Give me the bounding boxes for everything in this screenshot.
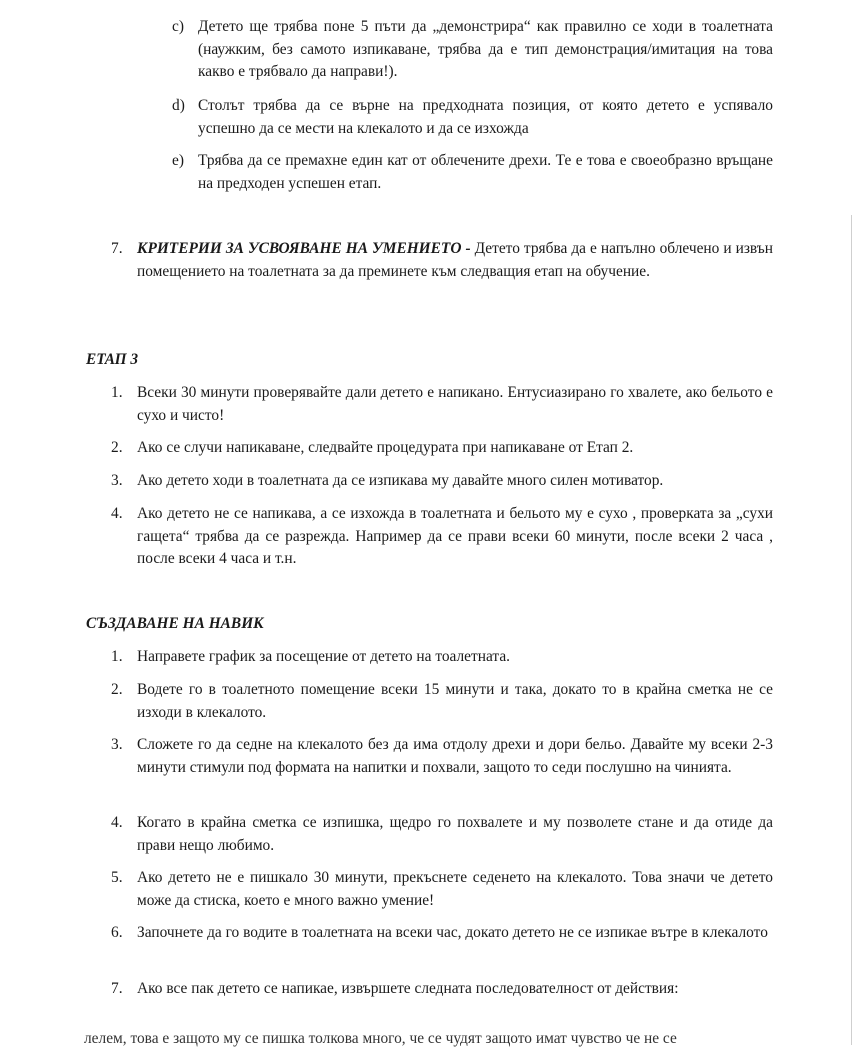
section-heading-habit: СЪЗДАВАНЕ НА НАВИК: [86, 615, 264, 632]
item-text: Когато в крайна сметка се изпишка, щедро го похвалете и му позволете стане и да отиде да прави нещо любимо.: [137, 814, 773, 854]
criteria-body: Детето трябва да е напълно облечено и извън помещението на тоалетната за да преминете към следващия етап на обучение.: [137, 240, 774, 280]
item-text: Всеки 30 минути проверявайте дали детето е напикано. Ентусиазирано го хвалете, ако бельото е сухо и чисто!: [137, 384, 773, 424]
item-number: 3.: [111, 472, 123, 489]
item-text: Столът трябва да се върне на предходната позиция, от която детето е успявало успешно да се мести на клекалото и да се изхожда: [198, 97, 773, 137]
criteria-text: [137, 238, 773, 283]
item-label: e): [172, 152, 184, 169]
item-text: Водете го в тоалетното помещение всеки 15 минути и така, докато то в крайна сметка не се изходи в клекалото.: [137, 681, 773, 721]
item-text: Ако все пак детето се напикае, извършете следната последователност от действия:: [137, 980, 679, 997]
item-text: Ако детето ходи в тоалетната да се изпикава му давайте много силен мотиватор.: [137, 472, 664, 489]
item-label: c): [172, 18, 184, 35]
item-text: Направете график за посещение от детето на тоалетната.: [137, 648, 510, 665]
item-text: Ако детето не е пишкало 30 минути, прекъснете седенето на клекалото. Това значи че детето може да стиска, което е много важно умение!: [137, 869, 773, 909]
item-number: 2.: [111, 439, 123, 456]
item-number: 4.: [111, 505, 123, 522]
item-number: 7.: [111, 240, 123, 257]
page-edge-line: [851, 215, 852, 1045]
item-text: Ако се случи напикаване, следвайте процедурата при напикаване от Етап 2.: [137, 439, 634, 456]
item-number: 2.: [111, 681, 123, 698]
item-number: 3.: [111, 736, 123, 753]
item-text: Сложете го да седне на клекалото без да има отдолу дрехи и дори бельо. Давайте му всеки 2-3 минути стимули под формата на напитки и похвали, защото то седи послушно на чинията.: [137, 736, 773, 776]
item-number: 1.: [111, 648, 123, 665]
item-text: Започнете да го водите в тоалетната на всеки час, докато детето не се изпикае вътре в клекалото: [137, 924, 768, 941]
section-heading-stage3: ЕТАП 3: [86, 351, 139, 368]
item-text: Ако детето не се напикава, а се изхожда в тоалетната и бельото му е сухо , проверката за „сухи гащета“ трябва да се разрежда. Например да се прави всеки 60 минути, после всеки 2 часа , после всеки 4 часа и т.н.: [137, 505, 773, 567]
item-label: d): [172, 97, 185, 114]
item-number: 6.: [111, 924, 123, 941]
item-text: Детето ще трябва поне 5 пъти да „демонстрира“ как правилно се ходи в тоалетната (наужким, без самото изпикаване, трябва да е тип демонстрация/имитация на това какво е трябвало да направи!).: [198, 18, 773, 80]
item-number: 1.: [111, 384, 123, 401]
item-text: Трябва да се премахне един кат от облечените дрехи. Те е това е своеобразно връщане на предходен успешен етап.: [198, 152, 773, 192]
item-number: 7.: [111, 980, 123, 997]
criteria-title: КРИТЕРИИ ЗА УСВОЯВАНЕ НА УМЕНИЕТО -: [137, 240, 471, 257]
item-number: 5.: [111, 869, 123, 886]
item-number: 4.: [111, 814, 123, 831]
cut-off-text-line: лелем, това е защото му се пишка толкова много, че се чудят защото имат чувство че не се: [84, 1030, 677, 1047]
